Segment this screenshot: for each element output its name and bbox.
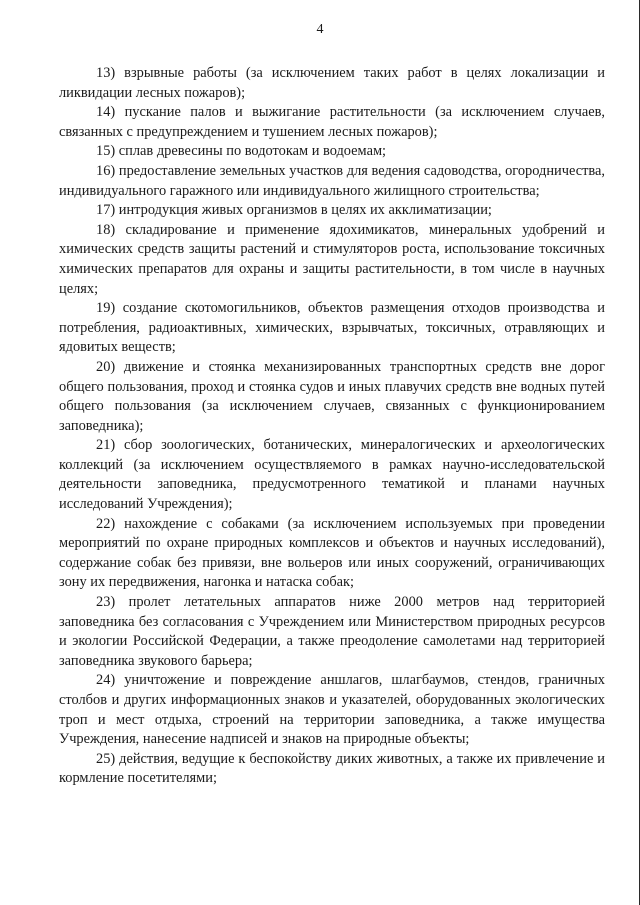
prohibited-activities-list xyxy=(59,64,605,789)
list-item: 23) пролет летательных аппаратов ниже 2000 метров над территорией заповедника без согласования с Учреждением или Министерством природных ресурсов и экологии Российской Федерации, а также преодоление самолетами над территорией заповедника звукового барьера; xyxy=(59,594,605,669)
page-number: 4 xyxy=(316,22,324,37)
list-item: 14) пускание палов и выжигание растительности (за исключением случаев, связанных с предупреждением и тушением лесных пожаров); xyxy=(59,104,605,140)
list-item: 13) взрывные работы (за исключением таких работ в целях локализации и ликвидации лесных пожаров); xyxy=(59,65,605,101)
list-item: 24) уничтожение и повреждение аншлагов, шлагбаумов, стендов, граничных столбов и других информационных знаков и указателей, оборудованных экологических троп и мест отдыха, строений на территории заповедника, а также имущества Учреждения, нанесение надписей и знаков на природные объекты; xyxy=(59,672,605,748)
list-item: 25) действия, ведущие к беспокойству диких животных, а также их привлечение и кормление посетителями; xyxy=(59,750,605,787)
list-item: 22) нахождение с собаками (за исключением используемых при проведении мероприятий по охране природных комплексов и объектов и научных исследований), содержание собак без привязи, вне вольеров или иных сооружений, ограничивающих зону их передвижения, нагонка и натаска собак; xyxy=(59,515,605,591)
list-item: 21) сбор зоологических, ботанических, минералогических и археологических коллекций (за исключением осуществляемого в рамках научно-исследовательской деятельности заповедника, предусмотренного тематикой и планами научных исследований Учреждения); xyxy=(59,437,605,513)
list-item: 15) сплав древесины по водотокам и водоемам; xyxy=(96,143,387,160)
list-item: 20) движение и стоянка механизированных транспортных средств вне дорог общего пользования, проход и стоянка судов и иных плавучих средств вне водных путей общего пользования (за исключением случаев, связанных с функционированием заповедника); xyxy=(59,358,605,434)
list-item: 17) интродукция живых организмов в целях их акклиматизации; xyxy=(96,202,492,219)
list-item: 18) складирование и применение ядохимикатов, минеральных удобрений и химических средств защиты растений и стимуляторов роста, использование токсичных химических препаратов для охраны и защиты растительности, в том числе в научных целях; xyxy=(59,221,605,297)
list-item: 16) предоставление земельных участков для ведения садоводства, огородничества, индивидуального гаражного или индивидуального жилищного строительства; xyxy=(59,162,605,199)
list-item: 19) создание скотомогильников, объектов размещения отходов производства и потребления, радиоактивных, химических, взрывчатых, токсичных, отравляющих и ядовитых веществ; xyxy=(59,300,605,356)
